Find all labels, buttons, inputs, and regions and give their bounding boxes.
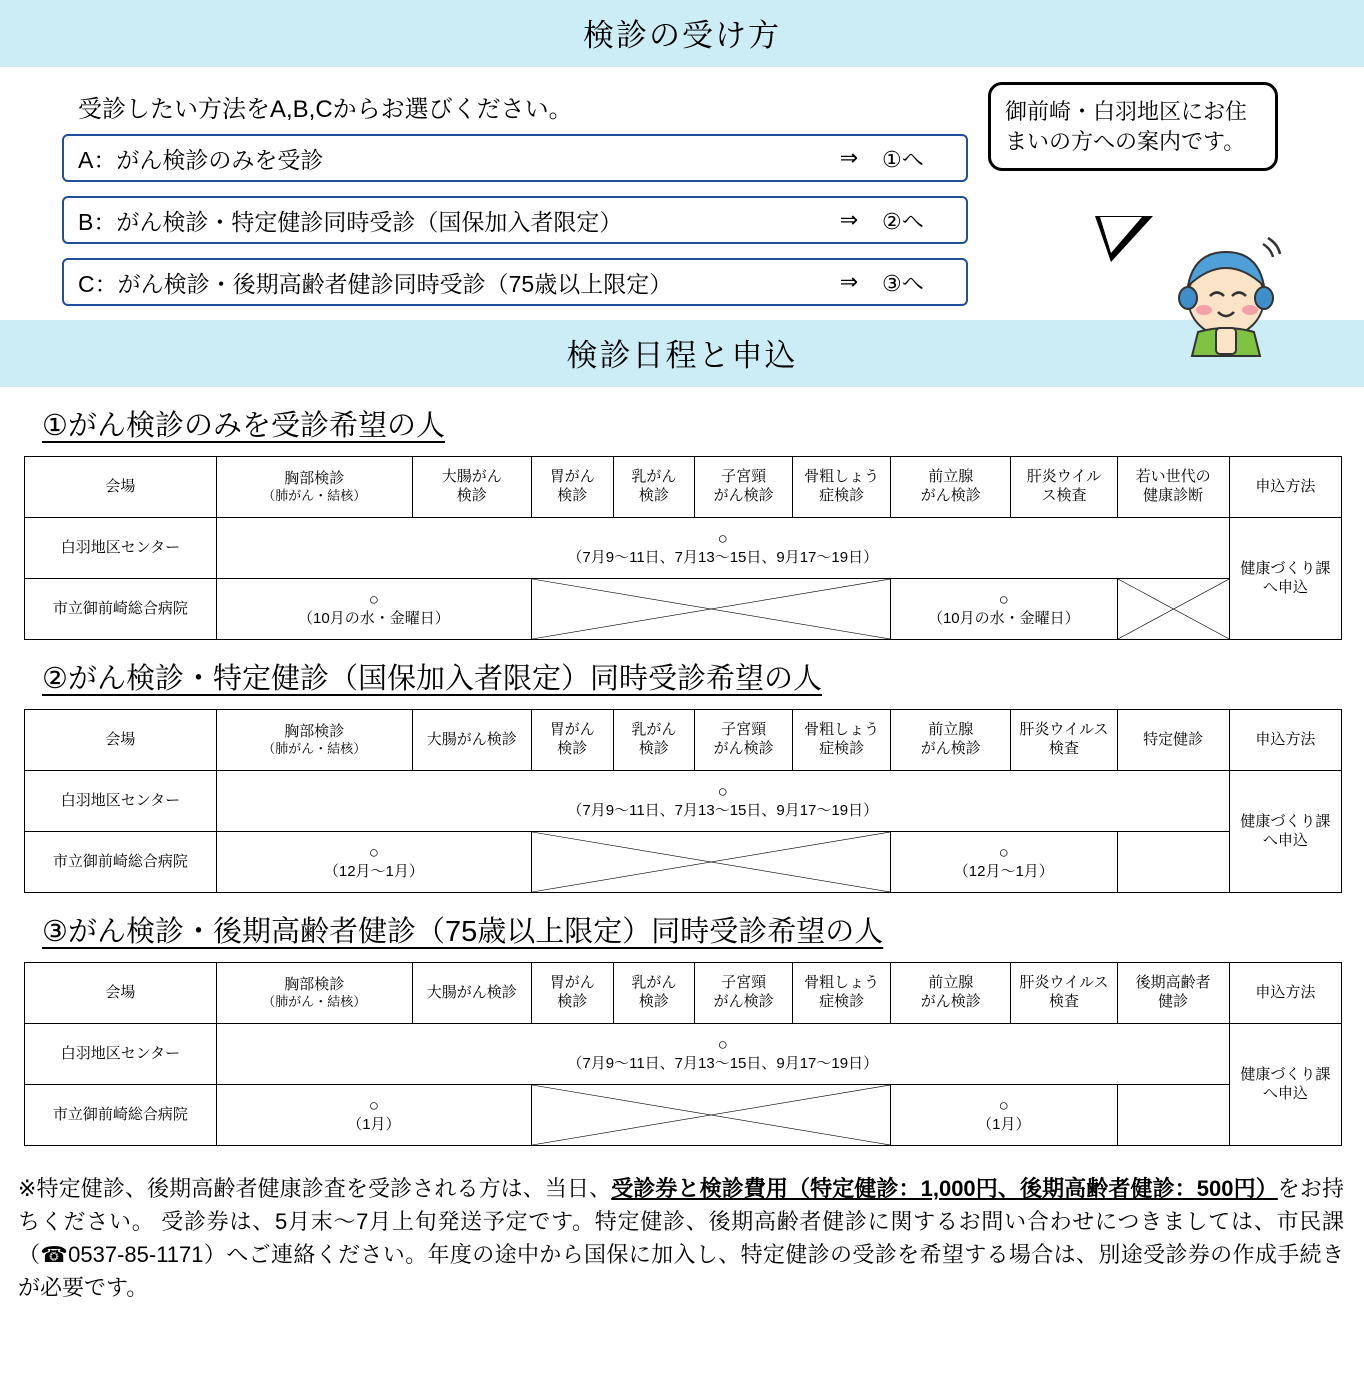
column-header: 大腸がん検診	[412, 963, 531, 1024]
schedule-cell: ○ （7月9～11日、7月13～15日、9月17～19日）	[216, 518, 1229, 579]
column-header: 後期高齢者 健診	[1117, 963, 1229, 1024]
column-header: 乳がん 検診	[613, 710, 695, 771]
application-method-cell: 健康づくり課 へ申込	[1229, 518, 1341, 640]
schedule-cell: ○ （7月9～11日、7月13～15日、9月17～19日）	[216, 771, 1229, 832]
empty-cell	[1117, 832, 1229, 893]
column-header: 前立腺 がん検診	[891, 963, 1011, 1024]
column-header: 大腸がん 検診	[412, 457, 531, 518]
arrow-icon: ⇒	[839, 269, 859, 294]
application-method-cell: 健康づくり課 へ申込	[1229, 1024, 1341, 1146]
schedule-cell: ○ （10月の水・金曜日）	[216, 579, 531, 640]
column-header: 前立腺 がん検診	[891, 457, 1011, 518]
application-method-cell: 健康づくり課 へ申込	[1229, 771, 1341, 893]
column-header: 乳がん 検診	[613, 963, 695, 1024]
table-row	[25, 518, 1342, 579]
footnote-part2: をお持ちください。 受診券は、5月末～7月上旬発送予定です。特定健診、後期高齢者健診に関するお問い合わせにつきましては、市民課（☎0537-85-1171）へご連絡ください。年度の途中から国保に加入し、特定健診の受診を希望する場合は、別途受診券の作成手続きが必要です。	[18, 1176, 1344, 1300]
table-row	[25, 1024, 1342, 1085]
schedule-table	[24, 709, 1342, 893]
not-available-cell	[1117, 579, 1229, 640]
section-title: ③がん検診・後期高齢者健診（75歳以上限定）同時受診希望の人	[42, 916, 884, 948]
column-header: 申込方法	[1229, 710, 1341, 771]
table-row	[25, 832, 1342, 893]
column-header: 子宮頸 がん検診	[695, 710, 793, 771]
not-available-cell	[531, 579, 890, 640]
column-header: 肝炎ウイル ス検査	[1011, 457, 1117, 518]
footnote-part1: ※特定健診、後期高齢者健康診査を受診される方は、当日、	[18, 1176, 612, 1201]
schedule-cell: ○ （7月9～11日、7月13～15日、9月17～19日）	[216, 1024, 1229, 1085]
column-header: 肝炎ウイルス 検査	[1011, 963, 1117, 1024]
column-header: 申込方法	[1229, 963, 1341, 1024]
column-header: 申込方法	[1229, 457, 1341, 518]
venue-cell: 白羽地区センター	[25, 518, 217, 579]
table-header-row	[25, 457, 1342, 518]
column-header: 会場	[25, 963, 217, 1024]
column-header: 胃がん 検診	[531, 963, 613, 1024]
choice-option-b[interactable]	[62, 196, 968, 244]
schedule-sections	[0, 387, 1364, 1146]
not-available-cell	[531, 832, 890, 893]
table-row	[25, 579, 1342, 640]
column-header: 前立腺 がん検診	[891, 710, 1011, 771]
schedule-table	[24, 456, 1342, 640]
schedule-cell: ○ （10月の水・金曜日）	[891, 579, 1117, 640]
choice-c-label: C：がん検診・後期高齢者健診同時受診（75歳以上限定）	[78, 270, 673, 297]
schedule-section-2	[0, 640, 1364, 893]
not-available-cell	[531, 1085, 890, 1146]
speech-bubble: 御前崎・白羽地区にお住まいの方への案内です。	[988, 82, 1278, 171]
venue-cell: 市立御前崎総合病院	[25, 1085, 217, 1146]
column-header: 会場	[25, 457, 217, 518]
choice-c-target: ③へ	[882, 270, 924, 296]
venue-cell: 市立御前崎総合病院	[25, 579, 217, 640]
table-row	[25, 1085, 1342, 1146]
arrow-icon: ⇒	[839, 207, 859, 232]
column-header: 会場	[25, 710, 217, 771]
schedule-cell: ○ （1月）	[891, 1085, 1117, 1146]
arrow-icon: ⇒	[839, 145, 859, 170]
venue-cell: 市立御前崎総合病院	[25, 832, 217, 893]
column-header: 胸部検診 （肺がん・結核）	[216, 710, 412, 771]
column-header: 大腸がん検診	[412, 710, 531, 771]
column-header: 胃がん 検診	[531, 457, 613, 518]
section-band-schedule-and-application: 検診日程と申込	[0, 320, 1364, 387]
footnote-emphasis: 受診券と検診費用（特定健診：1,000円、後期高齢者健診：500円）	[611, 1176, 1278, 1201]
column-header: 胃がん 検診	[531, 710, 613, 771]
column-header: 特定健診	[1117, 710, 1229, 771]
column-header: 若い世代の 健康診断	[1117, 457, 1229, 518]
schedule-section-1	[0, 387, 1364, 640]
column-header: 子宮頸 がん検診	[695, 963, 793, 1024]
venue-cell: 白羽地区センター	[25, 771, 217, 832]
lead-text: 受診したい方法をA,B,Cからお選びください。	[78, 96, 573, 123]
column-header: 骨粗しょう 症検診	[793, 457, 891, 518]
schedule-cell: ○ （12月～1月）	[216, 832, 531, 893]
column-header: 胸部検診 （肺がん・結核）	[216, 457, 412, 518]
choice-b-label: B：がん検診・特定健診同時受診（国保加入者限定）	[78, 208, 623, 235]
section-title: ②がん検診・特定健診（国保加入者限定）同時受診希望の人	[42, 663, 822, 695]
column-header: 肝炎ウイルス 検査	[1011, 710, 1117, 771]
schedule-cell: ○ （12月～1月）	[891, 832, 1117, 893]
column-header: 乳がん 検診	[613, 457, 695, 518]
mascot-character-icon	[1168, 228, 1288, 358]
column-header: 骨粗しょう 症検診	[793, 710, 891, 771]
empty-cell	[1117, 1085, 1229, 1146]
schedule-table	[24, 962, 1342, 1146]
table-header-row	[25, 710, 1342, 771]
choice-b-target: ②へ	[882, 208, 924, 234]
section-band-how-to-receive: 検診の受け方	[0, 0, 1364, 67]
column-header: 胸部検診 （肺がん・結核）	[216, 963, 412, 1024]
table-header-row	[25, 963, 1342, 1024]
table-row	[25, 771, 1342, 832]
schedule-section-3	[0, 893, 1364, 1146]
footnote	[18, 1172, 1344, 1304]
venue-cell: 白羽地区センター	[25, 1024, 217, 1085]
column-header: 子宮頸 がん検診	[695, 457, 793, 518]
speech-bubble-tail-icon	[1095, 216, 1153, 262]
column-header: 骨粗しょう 症検診	[793, 963, 891, 1024]
choice-option-a[interactable]	[62, 134, 968, 182]
choice-a-target: ①へ	[882, 146, 924, 172]
section-title: ①がん検診のみを受診希望の人	[42, 410, 445, 442]
choice-a-label: A：がん検診のみを受診	[78, 146, 324, 173]
schedule-cell: ○ （1月）	[216, 1085, 531, 1146]
choice-option-c[interactable]	[62, 258, 968, 306]
